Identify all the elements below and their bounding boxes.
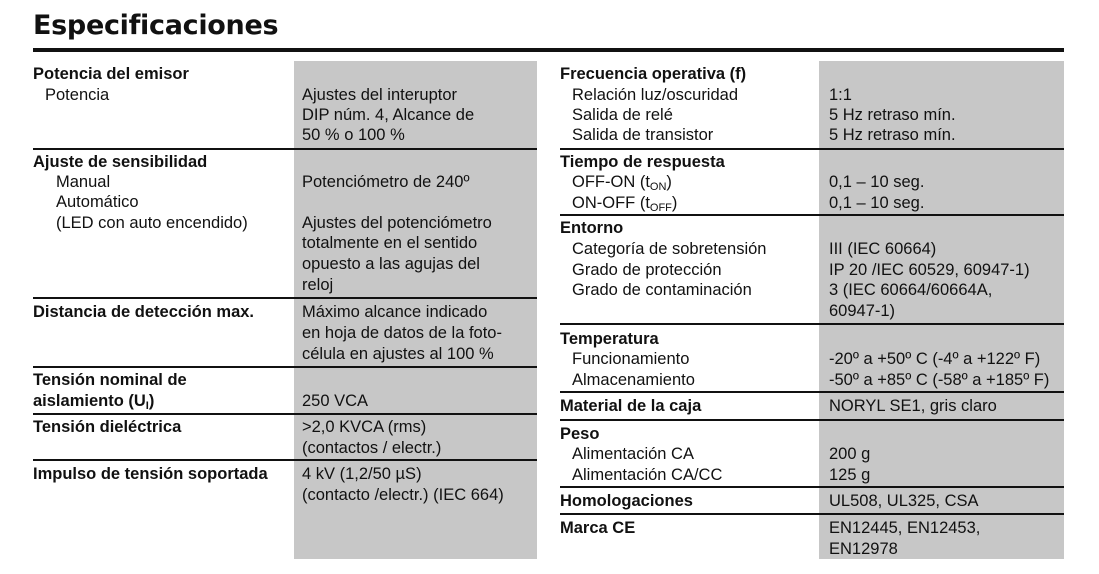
spec-value: en hoja de datos de la foto- xyxy=(302,324,502,342)
section-heading: Tensión nominal de xyxy=(33,371,187,389)
spec-value: 250 VCA xyxy=(302,392,369,410)
section-divider xyxy=(33,366,537,368)
page-title: Especificaciones xyxy=(33,10,279,41)
spec-value: reloj xyxy=(302,276,334,294)
spec-label: Salida de relé xyxy=(572,106,673,124)
section-divider xyxy=(33,297,537,299)
spec-value: 60947-1) xyxy=(829,302,896,320)
spec-value: NORYL SE1, gris claro xyxy=(829,397,997,415)
spec-value: EN12978 xyxy=(829,540,898,558)
section-divider xyxy=(33,459,537,461)
spec-value: 125 g xyxy=(829,466,871,484)
section-heading: Ajuste de sensibilidad xyxy=(33,153,208,171)
spec-label: Relación luz/oscuridad xyxy=(572,86,739,104)
spec-table-left xyxy=(33,61,537,559)
spec-label: Categoría de sobretensión xyxy=(572,240,767,258)
spec-value: III (IEC 60664) xyxy=(829,240,937,258)
section-heading: Frecuencia operativa (f) xyxy=(560,65,747,83)
spec-value: 5 Hz retraso mín. xyxy=(829,126,956,144)
spec-value: Ajustes del interuptor xyxy=(302,86,458,104)
section-heading: Temperatura xyxy=(560,330,659,348)
spec-label: Alimentación CA xyxy=(572,445,694,463)
section-heading: Marca CE xyxy=(560,519,636,537)
spec-label: Manual xyxy=(56,173,111,191)
spec-value: -20º a +50º C (-4º a +122º F) xyxy=(829,350,1041,368)
spec-label: Salida de transistor xyxy=(572,126,714,144)
spec-value: (contactos / electr.) xyxy=(302,439,442,457)
section-heading: Tiempo de respuesta xyxy=(560,153,725,171)
section-heading: Peso xyxy=(560,425,600,443)
spec-label: Automático xyxy=(56,193,139,211)
section-divider xyxy=(560,513,1064,515)
section-divider xyxy=(33,413,537,415)
spec-value: 50 % o 100 % xyxy=(302,126,405,144)
spec-value: 4 kV (1,2/50 µS) xyxy=(302,465,422,483)
spec-value: UL508, UL325, CSA xyxy=(829,492,979,510)
spec-value: opuesto a las agujas del xyxy=(302,255,480,273)
section-heading: Distancia de detección max. xyxy=(33,303,255,321)
spec-label: Potencia xyxy=(45,86,110,104)
section-heading: Tensión dieléctrica xyxy=(33,418,182,436)
spec-value: 3 (IEC 60664/60664A, xyxy=(829,281,993,299)
spec-label: OFF-ON $(t_{ON})$ xyxy=(572,173,672,193)
spec-label: ON-OFF $(t_{OFF})$ xyxy=(572,194,678,214)
spec-value: IP 20 /IEC 60529, 60947-1) xyxy=(829,261,1030,279)
spec-value: -50º a +85º C (-58º a +185º F) xyxy=(829,371,1050,389)
section-heading: Material de la caja xyxy=(560,397,702,415)
section-divider xyxy=(560,419,1064,421)
spec-value: Potenciómetro de 240º xyxy=(302,173,470,191)
section-heading: aislamiento $(U_I)$ xyxy=(33,392,155,412)
spec-value: 0,1 – 10 seg. xyxy=(829,194,925,212)
section-heading: Homologaciones xyxy=(560,492,693,510)
section-heading: Potencia del emisor xyxy=(33,65,189,83)
spec-label: Almacenamiento xyxy=(572,371,695,389)
spec-label: Grado de protección xyxy=(572,261,722,279)
spec-value: >2,0 KVCA (rms) xyxy=(302,418,427,436)
section-heading: Impulso de tensión soportada xyxy=(33,465,268,483)
spec-value: EN12445, EN12453, xyxy=(829,519,981,537)
section-divider xyxy=(560,486,1064,488)
spec-value: totalmente en el sentido xyxy=(302,234,478,252)
title-divider xyxy=(33,48,1064,52)
spec-label: (LED con auto encendido) xyxy=(56,214,248,232)
section-divider xyxy=(33,148,537,150)
spec-table-right xyxy=(560,61,1064,559)
spec-value: (contacto /electr.) (IEC 664) xyxy=(302,486,504,504)
spec-value: Ajustes del potenciómetro xyxy=(302,214,492,232)
spec-value: 200 g xyxy=(829,445,871,463)
spec-label: Funcionamiento xyxy=(572,350,690,368)
section-divider xyxy=(560,323,1064,325)
spec-value: DIP núm. 4, Alcance de xyxy=(302,106,475,124)
spec-label: Grado de contaminación xyxy=(572,281,752,299)
spec-value: célula en ajustes al 100 % xyxy=(302,345,494,363)
section-divider xyxy=(560,391,1064,393)
spec-value: 1:1 xyxy=(829,86,852,104)
spec-value: Máximo alcance indicado xyxy=(302,303,488,321)
spec-value: 0,1 – 10 seg. xyxy=(829,173,925,191)
spec-label: Alimentación CA/CC xyxy=(572,466,723,484)
spec-value: 5 Hz retraso mín. xyxy=(829,106,956,124)
section-divider xyxy=(560,148,1064,150)
section-heading: Entorno xyxy=(560,219,624,237)
section-divider xyxy=(560,214,1064,216)
